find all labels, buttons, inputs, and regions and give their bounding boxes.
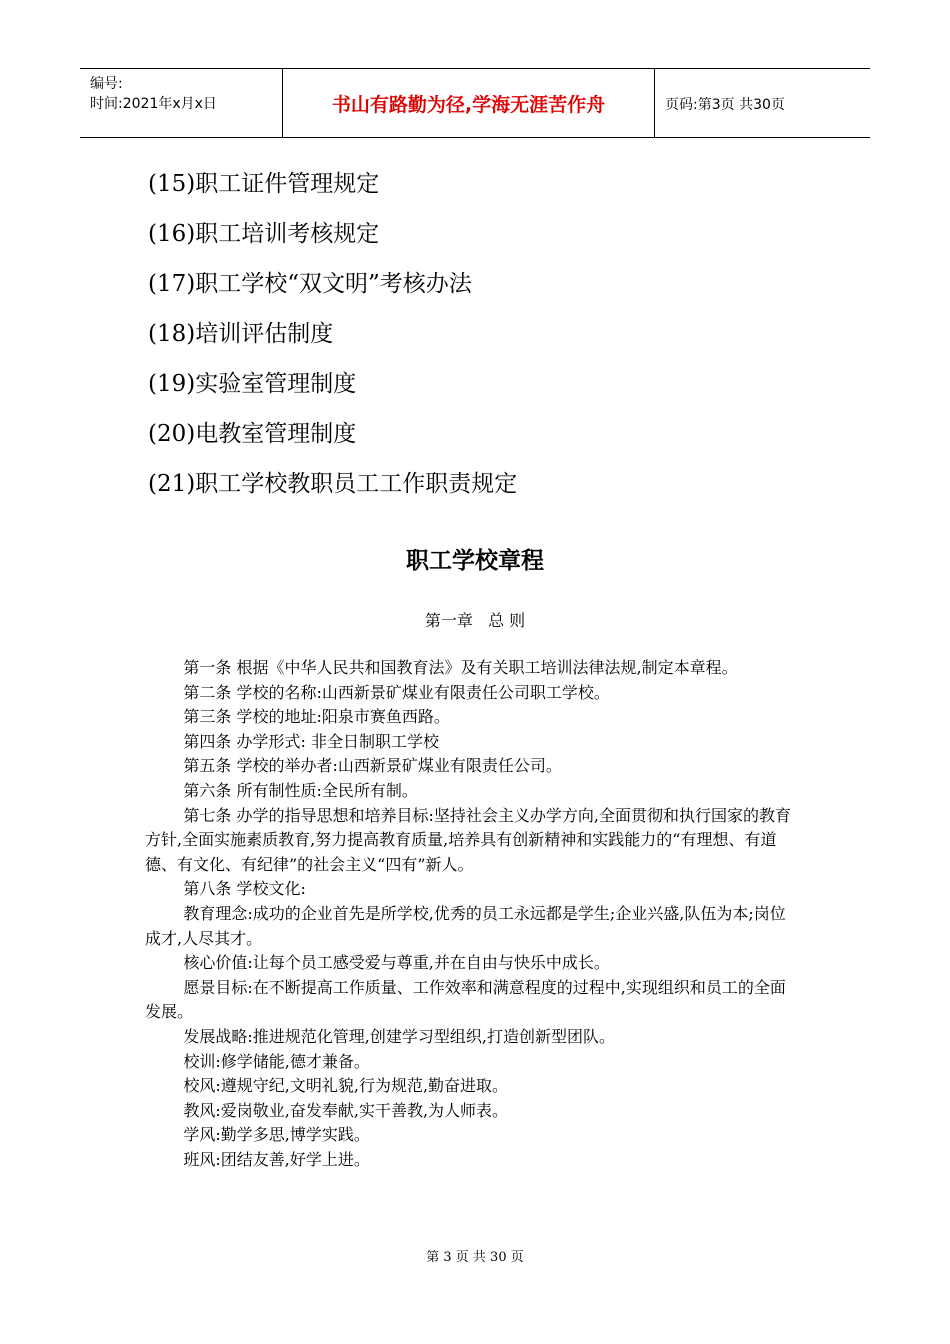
paragraph: 第六条 所有制性质:全民所有制。 [183, 780, 418, 800]
list-item: (18)培训评估制度 [148, 321, 334, 347]
header-page-cell [655, 69, 870, 137]
list-item: (21)职工学校教职员工工作职责规定 [148, 471, 518, 497]
header-motto: 书山有路勤为径,学海无涯苦作舟 [331, 93, 606, 116]
document-body [145, 656, 801, 1172]
paragraph: 校训:修学储能,德才兼备。 [183, 1051, 370, 1071]
regulation-list [148, 168, 517, 518]
paragraph: 核心价值:让每个员工感受爱与尊重,并在自由与快乐中成长。 [183, 953, 610, 973]
header-motto-cell [283, 69, 655, 137]
document-time-label: 时间:2021年x月x日 [90, 96, 217, 112]
paragraph: 学风:勤学多思,博学实践。 [183, 1125, 370, 1145]
paragraph: 第二条 学校的名称:山西新景矿煤业有限责任公司职工学校。 [183, 682, 610, 702]
paragraph: 第四条 办学形式: 非全日制职工学校 [183, 731, 439, 751]
paragraph: 发展战略:推进规范化管理,创建学习型组织,打造创新型团队。 [183, 1026, 615, 1046]
list-item: (15)职工证件管理规定 [148, 171, 380, 197]
paragraph: 校风:遵规守纪,文明礼貌,行为规范,勤奋进取。 [183, 1076, 509, 1096]
page-header [80, 68, 870, 138]
paragraph: 愿景目标:在不断提高工作质量、工作效率和满意程度的过程中,实现组织和员工的全面发展。 [145, 977, 786, 1022]
page-footer: 第 3 页 共 30 页 [426, 1250, 524, 1265]
paragraph: 第五条 学校的举办者:山西新景矿煤业有限责任公司。 [183, 756, 562, 776]
paragraph: 第一条 根据《中华人民共和国教育法》及有关职工培训法律法规,制定本章程。 [183, 658, 738, 677]
paragraph: 教风:爱岗敬业,奋发奉献,实干善教,为人师表。 [183, 1100, 509, 1120]
paragraph: 第七条 办学的指导思想和培养目标:坚持社会主义办学方向,全面贯彻和执行国家的教育方针,全面实施素质教育,努力提高教育质量,培养具有创新精神和实践能力的“有理想、有道德、有文化、有纪律”的社会主义“四有”新人。 [145, 805, 791, 874]
list-item: (16)职工培训考核规定 [148, 221, 380, 247]
document-number-label: 编号: [90, 76, 123, 92]
paragraph: 第八条 学校文化: [183, 879, 306, 899]
list-item: (20)电教室管理制度 [148, 421, 357, 447]
list-item: (19)实验室管理制度 [148, 371, 357, 397]
paragraph: 第三条 学校的地址:阳泉市赛鱼西路。 [183, 707, 450, 727]
paragraph: 教育理念:成功的企业首先是所学校,优秀的员工永远都是学生;企业兴盛,队伍为本;岗位成才,人尽其才。 [145, 903, 786, 948]
header-page-info: 页码:第3页 共30页 [665, 97, 785, 113]
list-item: (17)职工学校“双文明”考核办法 [148, 271, 472, 297]
header-meta [80, 69, 283, 137]
paragraph: 班风:团结友善,好学上进。 [183, 1149, 370, 1169]
document-title: 职工学校章程 [406, 548, 544, 574]
chapter-heading: 第一章 总 则 [424, 611, 526, 630]
